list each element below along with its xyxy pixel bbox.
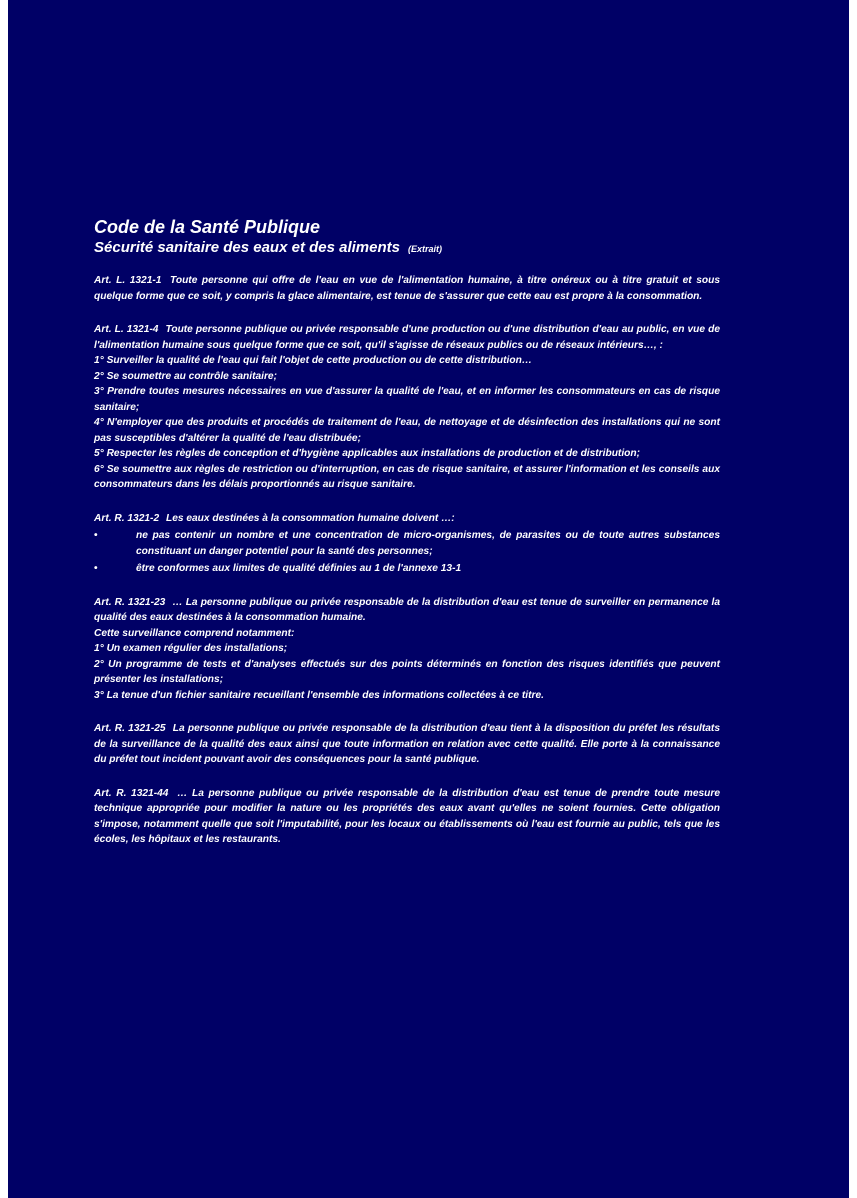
article-r-1321-2 xyxy=(94,511,720,577)
article-ref: Art. L. 1321-1 xyxy=(94,275,162,286)
article-text: Toute personne qui offre de l'eau en vue de l'alimentation humaine, à titre onéreux ou à titre gratuit et sous quelque forme que ce soit, y compris la glace alimentaire, est tenue de s'assurer que cette eau est propre à la consommation. xyxy=(94,275,721,302)
article-ref: Art. R. 1321-25 xyxy=(94,723,166,734)
list-item-text: être conformes aux limites de qualité définies au 1 de l'annexe 13-1 xyxy=(136,563,462,574)
page-title: Code de la Santé Publique xyxy=(94,217,321,237)
document-content xyxy=(94,216,720,866)
bullet-icon: • xyxy=(94,530,98,541)
article-ref: Art. R. 1321-44 xyxy=(94,787,169,799)
article-text: … La personne publique ou privée responsable de la distribution d'eau est tenue de surveiller en permanence la qualité des eaux destinées à la consommation humaine. xyxy=(94,596,720,623)
article-text: … La personne publique ou privée responsable de la distribution d'eau est tenue de prendre toute mesure technique appropriée pour modifier la nature ou les propriétés des eaux avant qu'elles ne soient fournies. Cette obligation s'impose, notamment quelle que soit l'imputabilité, pour les locaux ou établissements où l'eau est fournie au public, tels que les écoles, les hôpitaux et les restaurants. xyxy=(94,787,721,845)
article-ref: Art. R. 1321-23 xyxy=(94,596,166,608)
document-page xyxy=(8,0,849,1198)
article-line: 2° Un programme de tests et d'analyses effectués sur des points déterminés en fonction des risques identifiés que peuvent présenter les installations; xyxy=(94,658,720,685)
bullet-icon: • xyxy=(94,563,98,574)
page-subtitle xyxy=(94,238,720,259)
extrait-label: (Extrait) xyxy=(407,244,442,254)
article-line: 1° Surveiller la qualité de l'eau qui fait l'objet de cette production ou de cette distribution… xyxy=(94,355,532,366)
article-ref: Art. R. 1321-2 xyxy=(94,512,160,524)
article-ref: Art. L. 1321-4 xyxy=(94,324,159,335)
article-text: Les eaux destinées à la consommation humaine doivent …: xyxy=(165,512,455,524)
article-line: 4° N'employer que des produits et procédés de traitement de l'eau, de nettoyage et de désinfection des installations qui ne sont pas susceptibles d'altérer la qualité de l'eau distribuée; xyxy=(94,417,720,444)
bullet-list xyxy=(94,528,720,577)
article-r-1321-44 xyxy=(94,786,720,848)
article-line: 1° Un examen régulier des installations; xyxy=(94,643,288,654)
article-text: Toute personne publique ou privée responsable d'une production ou d'une distribution d'eau au public, en vue de l'alimentation humaine sous quelque forme que ce soit, qu'il s'agisse de réseaux publics ou de réseaux intérieurs…, : xyxy=(94,324,720,351)
article-line: 6° Se soumettre aux règles de restriction ou d'interruption, en cas de risque sanitaire, et assurer l'information et les conseils aux consommateurs dans les délais proportionnés au risque sanitaire. xyxy=(94,463,720,490)
article-line: 3° Prendre toutes mesures nécessaires en vue d'assurer la qualité de l'eau, et en informer les consommateurs en cas de risque sanitaire; xyxy=(94,386,720,413)
article-line: 5° Respecter les règles de conception et d'hygiène applicables aux installations de production et de distribution; xyxy=(94,448,640,459)
article-line: 2° Se soumettre au contrôle sanitaire; xyxy=(94,370,277,382)
article-r-1321-25 xyxy=(94,721,720,768)
subtitle-text: Sécurité sanitaire des eaux et des aliments xyxy=(94,239,400,256)
article-l-1321-1 xyxy=(94,273,720,304)
article-line: Cette surveillance comprend notamment: xyxy=(94,627,295,639)
article-r-1321-23 xyxy=(94,595,720,704)
list-item xyxy=(94,528,720,559)
list-item xyxy=(94,561,720,577)
article-line: 3° La tenue d'un fichier sanitaire recueillant l'ensemble des informations collectées à ce titre. xyxy=(94,689,544,701)
list-item-text: ne pas contenir un nombre et une concentration de micro-organismes, de parasites ou de toute autres substances constituant un danger potentiel pour la santé des personnes; xyxy=(136,530,720,557)
article-l-1321-4 xyxy=(94,322,720,493)
article-text: La personne publique ou privée responsable de la distribution d'eau tient à la disposition du préfet les résultats de la surveillance de la qualité des eaux ainsi que toute information en relation avec cette qualité. Elle porte à la connaissance du préfet tout incident pouvant avoir des conséquences pour la santé publique. xyxy=(94,723,720,765)
